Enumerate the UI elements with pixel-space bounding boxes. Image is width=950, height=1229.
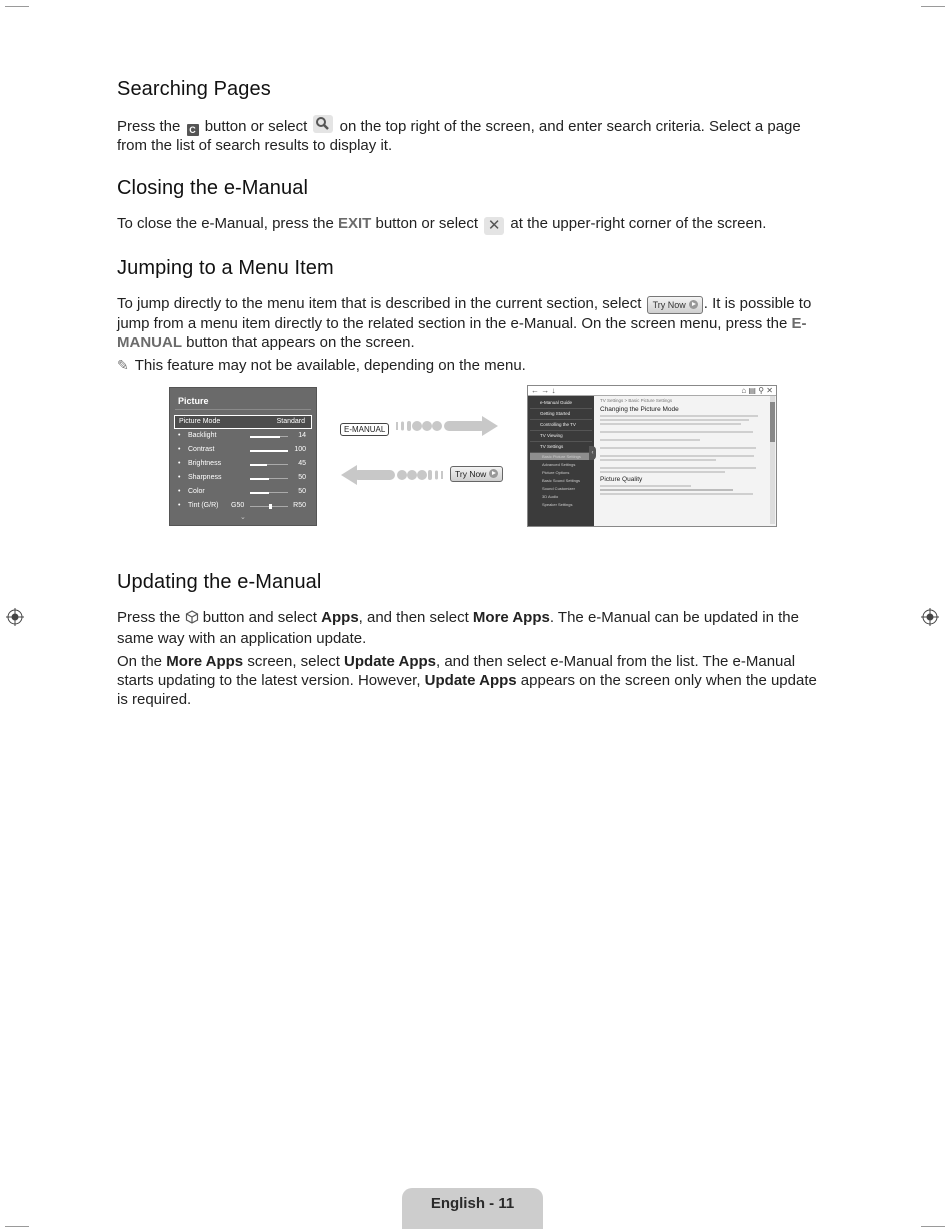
- paragraph: [117, 608, 829, 648]
- setting-value: 50: [298, 474, 306, 481]
- text: To jump directly to the menu item that is described in the current section, select: [117, 295, 642, 312]
- bullet: •: [178, 446, 181, 453]
- picture-mode-row: [174, 415, 312, 429]
- pencil-note-icon: ✎: [117, 357, 129, 373]
- slider-fill: [250, 436, 280, 438]
- registration-mark-icon: [921, 608, 939, 626]
- section-searching-pages: [117, 78, 829, 155]
- setting-value: 100: [294, 446, 306, 453]
- section-jumping-menu-item: [117, 257, 829, 549]
- sidebar-item: Getting Started: [530, 409, 592, 420]
- try-now-label: Try Now: [652, 300, 686, 310]
- bullet: •: [178, 474, 181, 481]
- slider-fill: [250, 464, 267, 466]
- text: . It is possible to jump from a menu item directly to the related section in the e-Manual. On the screen menu, press the: [117, 295, 812, 332]
- nav-arrows-icon: ← → ↓: [531, 386, 556, 395]
- paragraph: [117, 115, 829, 155]
- picture-setting-row: [178, 472, 306, 484]
- update-apps-label: Update Apps: [344, 653, 436, 670]
- picture-setting-row: [178, 458, 306, 470]
- sidebar-subitem: Basic Sound Settings: [542, 478, 581, 483]
- text: To close the e-Manual, press the: [117, 215, 334, 232]
- arrow-right-icon: [394, 416, 500, 436]
- text: on the top right of the screen, and enter search criteria. Select a page from the list of search results to display it.: [117, 118, 801, 154]
- text: Press the: [117, 609, 181, 626]
- bullet: •: [178, 460, 181, 467]
- slider-fill: [250, 450, 288, 452]
- scrollbar-thumb: [770, 402, 775, 442]
- apps-label: Apps: [321, 609, 359, 626]
- chevron-down-icon: ⌄: [240, 514, 246, 521]
- picture-setting-row: [178, 444, 306, 456]
- setting-name: Sharpness: [188, 474, 222, 481]
- sidebar-subitem: Picture Options: [542, 470, 570, 475]
- text: screen, select: [247, 653, 340, 670]
- text: On the: [117, 653, 163, 670]
- more-apps-label: More Apps: [166, 653, 244, 670]
- crop-mark: [5, 6, 29, 7]
- smart-hub-icon: [185, 610, 199, 629]
- emanual-body: [598, 396, 768, 526]
- text: at the upper-right corner of the screen.: [510, 215, 767, 232]
- divider: [175, 409, 311, 410]
- picture-setting-row: [178, 430, 306, 442]
- page-heading: Changing the Picture Mode: [600, 406, 679, 413]
- setting-slider: [250, 492, 288, 493]
- emanual-screenshot: [527, 385, 777, 527]
- section-updating-emanual: [117, 571, 829, 709]
- tint-right-value: R50: [293, 502, 306, 509]
- setting-value: 50: [298, 488, 306, 495]
- emanual-key-label: E-MANUAL: [117, 315, 807, 351]
- emanual-sidebar: [528, 396, 594, 526]
- picture-mode-value: Standard: [276, 418, 305, 425]
- sidebar-subitem: 3D Audio: [542, 494, 559, 499]
- note: [117, 356, 829, 375]
- paragraph: [117, 214, 829, 235]
- page-number-tab: English - 11: [402, 1188, 543, 1229]
- sidebar-item: TV Settings: [530, 442, 592, 453]
- crop-mark: [5, 1226, 29, 1227]
- sidebar-item: TV Viewing: [530, 431, 592, 442]
- tint-slider: [250, 506, 288, 507]
- text: button and select: [202, 609, 317, 626]
- slider-fill: [250, 478, 269, 480]
- bullet: •: [178, 488, 181, 495]
- emanual-button: E-MANUAL: [340, 423, 389, 436]
- setting-slider: [250, 450, 288, 451]
- tint-row: [178, 500, 306, 512]
- text: button or select: [204, 118, 308, 135]
- section-closing-emanual: [117, 177, 829, 235]
- registration-mark-icon: [6, 608, 24, 626]
- picture-setting-row: [178, 486, 306, 498]
- setting-value: 45: [298, 460, 306, 467]
- sidebar-subitem: Basic Picture Settings: [530, 453, 592, 460]
- section-title: Searching Pages: [117, 78, 271, 100]
- c-key-icon: C: [187, 124, 199, 136]
- setting-value: 14: [298, 432, 306, 439]
- setting-name: Color: [188, 488, 205, 495]
- manual-page-content: [117, 78, 829, 713]
- bullet: •: [178, 432, 181, 439]
- tint-left-value: G50: [231, 502, 245, 509]
- try-now-button: [450, 466, 503, 482]
- text: button or select: [375, 215, 479, 232]
- breadcrumb: TV Settings > Basic Picture Settings: [600, 398, 673, 403]
- slider-knob: [269, 504, 272, 509]
- page-subheading: Picture Quality: [600, 476, 643, 483]
- section-title: Closing the e-Manual: [117, 177, 308, 199]
- text: button that appears on the screen.: [186, 334, 415, 351]
- slider-fill: [250, 492, 269, 494]
- play-icon: [489, 469, 498, 478]
- collapse-handle-icon: ‹: [589, 446, 596, 460]
- sidebar-item: Controlling the TV: [530, 420, 592, 431]
- sidebar-subitem: Sound Customizer: [542, 486, 575, 491]
- jump-illustration: [117, 381, 829, 549]
- toolbar-icons: ⌂ ▤ ⚲ ✕: [741, 386, 773, 395]
- setting-name: Tint (G/R): [188, 502, 219, 509]
- arrow-left-icon: [339, 465, 445, 485]
- text: . The e-Manual can be updated in the same way with an application update.: [117, 609, 799, 647]
- play-icon: [689, 300, 698, 309]
- paragraph: [117, 652, 829, 709]
- text: , and then select: [358, 609, 469, 626]
- setting-name: Contrast: [188, 446, 215, 453]
- try-now-button: [647, 296, 703, 314]
- bullet: •: [178, 502, 181, 509]
- setting-slider: [250, 436, 288, 437]
- emanual-toolbar: [528, 386, 776, 396]
- scrollbar: [770, 396, 775, 524]
- setting-name: Backlight: [188, 432, 217, 439]
- exit-key-label: EXIT: [337, 215, 372, 232]
- sidebar-subitem: Speaker Settings: [542, 502, 573, 507]
- text: , and then select e-Manual from the list. The e-Manual starts updating to the latest version. However,: [117, 653, 796, 689]
- body-text-placeholder: [600, 415, 766, 473]
- crop-mark: [921, 6, 945, 7]
- close-icon: ✕: [484, 217, 504, 235]
- sidebar-item: e-Manual Guide: [530, 398, 592, 409]
- picture-menu-title: Picture: [178, 396, 209, 406]
- note-text: This feature may not be available, depending on the menu.: [134, 357, 526, 374]
- update-apps-label: Update Apps: [424, 672, 517, 689]
- search-icon: [313, 115, 333, 133]
- try-now-label: Try Now: [455, 469, 487, 479]
- text: Press the: [117, 118, 181, 135]
- setting-slider: [250, 478, 288, 479]
- section-title: Updating the e-Manual: [117, 571, 322, 593]
- text: appears on the screen only when the update is required.: [117, 672, 817, 708]
- setting-name: Brightness: [188, 460, 222, 467]
- picture-mode-label: Picture Mode: [179, 418, 221, 425]
- crop-mark: [921, 1226, 945, 1227]
- sidebar-subitem: Advanced Settings: [542, 462, 576, 467]
- more-apps-label: More Apps: [472, 609, 550, 626]
- picture-menu-screenshot: [169, 387, 317, 526]
- setting-slider: [250, 464, 288, 465]
- section-title: Jumping to a Menu Item: [117, 257, 334, 279]
- paragraph: [117, 294, 829, 352]
